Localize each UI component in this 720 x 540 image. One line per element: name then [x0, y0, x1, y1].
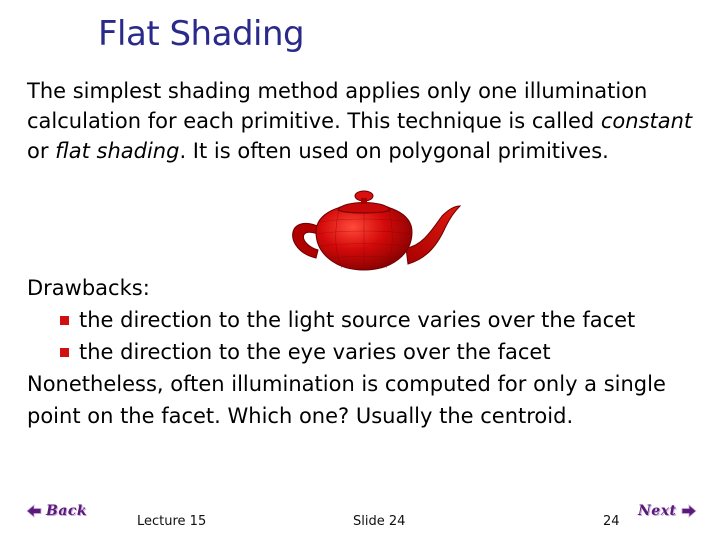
slide-title: Flat Shading: [98, 14, 305, 54]
next-label: Next: [638, 503, 677, 519]
drawbacks-section: [27, 272, 707, 432]
bullet-text: the direction to the light source varies over the facet: [79, 308, 636, 332]
back-label: Back: [46, 503, 88, 519]
list-item: [27, 304, 707, 336]
bullet-text: the direction to the eye varies over the facet: [79, 340, 551, 364]
intro-emphasis-constant: constant: [600, 109, 693, 133]
intro-emphasis-flat-shading: flat shading: [55, 139, 180, 163]
next-button[interactable]: [638, 500, 697, 522]
back-button[interactable]: [26, 500, 87, 522]
conclusion-text: Nonetheless, often illumination is computed for only a single point on the facet. Which one? Usually the centroid.: [27, 372, 666, 428]
intro-text-3: . It is often used on polygonal primitives.: [179, 139, 609, 163]
intro-text-1: The simplest shading method applies only one illumination calculation for each primitive. This technique is called: [27, 79, 648, 133]
drawbacks-label: Drawbacks:: [27, 276, 150, 300]
slide-label: Slide 24: [353, 514, 406, 529]
square-bullet-icon: [60, 348, 69, 357]
intro-paragraph: [27, 76, 707, 166]
arrow-left-icon: [26, 504, 42, 518]
lecture-label: Lecture 15: [137, 514, 207, 529]
square-bullet-icon: [60, 316, 69, 325]
teapot-image: [282, 188, 464, 278]
intro-text-2: or: [27, 139, 56, 163]
list-item: [27, 336, 707, 368]
page-number: 24: [603, 514, 620, 529]
drawbacks-list: [27, 304, 707, 368]
arrow-right-icon: [681, 504, 697, 518]
